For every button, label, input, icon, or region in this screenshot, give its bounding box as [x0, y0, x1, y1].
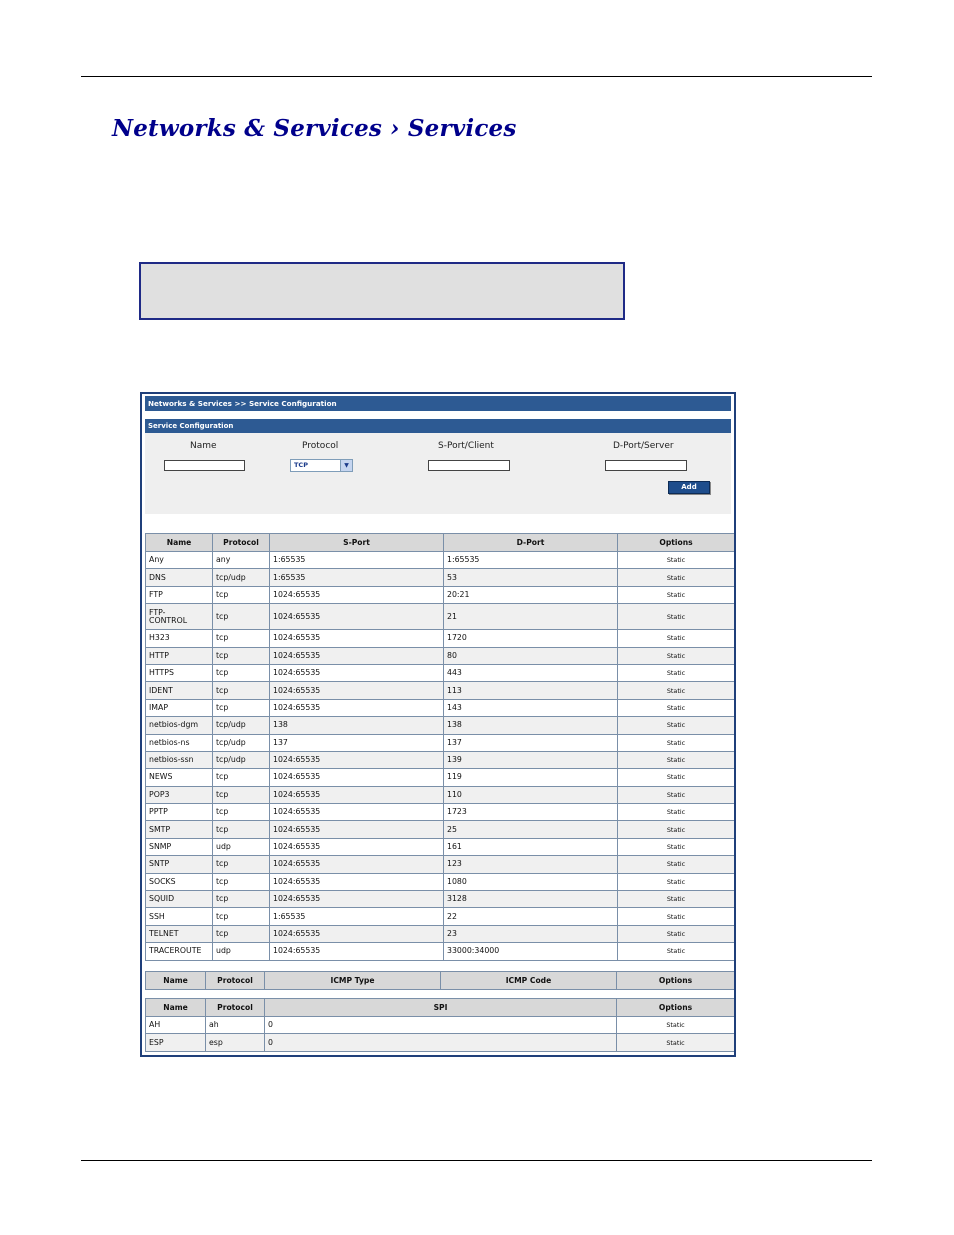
- table-cell: tcp/udp: [213, 751, 270, 768]
- ui-screenshot: [140, 392, 736, 1057]
- option-static-cell[interactable]: Static: [618, 717, 735, 734]
- option-static-cell[interactable]: Static: [618, 647, 735, 664]
- table-cell: 1024:65535: [270, 664, 444, 681]
- column-header-options: Options: [617, 999, 735, 1017]
- table-cell: 21: [444, 604, 618, 630]
- table-cell: 1024:65535: [270, 699, 444, 716]
- spi-table-header: [146, 999, 735, 1017]
- table-cell: tcp: [213, 804, 270, 821]
- table-cell: 443: [444, 664, 618, 681]
- table-cell: 1024:65535: [270, 856, 444, 873]
- table-cell: H323: [146, 630, 213, 647]
- table-cell: 1024:65535: [270, 943, 444, 960]
- table-cell: 1024:65535: [270, 838, 444, 855]
- table-cell: 1:65535: [444, 552, 618, 569]
- table-row: [146, 821, 735, 838]
- chevron-down-icon[interactable]: ▼: [340, 460, 352, 471]
- table-cell: SSH: [146, 908, 213, 925]
- option-static-cell[interactable]: Static: [618, 664, 735, 681]
- footer-rule: [81, 1160, 872, 1161]
- table-cell: ESP: [146, 1034, 206, 1051]
- table-row: [146, 552, 735, 569]
- table-cell: SQUID: [146, 891, 213, 908]
- table-cell: 1024:65535: [270, 786, 444, 803]
- table-cell: 137: [270, 734, 444, 751]
- column-header-spi: SPI: [265, 999, 617, 1017]
- table-cell: 3128: [444, 891, 618, 908]
- table-cell: 113: [444, 682, 618, 699]
- table-cell: 23: [444, 925, 618, 942]
- add-button[interactable]: Add: [668, 481, 710, 494]
- table-cell: 1024:65535: [270, 804, 444, 821]
- table-cell: SNTP: [146, 856, 213, 873]
- table-cell: tcp: [213, 786, 270, 803]
- table-cell: AH: [146, 1017, 206, 1034]
- table-cell: 1:65535: [270, 569, 444, 586]
- table-cell: 22: [444, 908, 618, 925]
- table-cell: 0: [265, 1034, 617, 1051]
- protocol-select[interactable]: [290, 459, 353, 472]
- table-row: [146, 717, 735, 734]
- column-header-icmp-code: ICMP Code: [441, 972, 617, 990]
- table-row: [146, 943, 735, 960]
- table-row: [146, 751, 735, 768]
- table-cell: tcp: [213, 908, 270, 925]
- dport-label: D-Port/Server: [613, 441, 674, 451]
- note-box: [139, 262, 625, 320]
- table-cell: 1024:65535: [270, 891, 444, 908]
- column-header-name: Name: [146, 534, 213, 552]
- table-cell: netbios-ssn: [146, 751, 213, 768]
- table-cell: 1024:65535: [270, 682, 444, 699]
- table-cell: udp: [213, 943, 270, 960]
- table-row: [146, 630, 735, 647]
- table-cell: SNMP: [146, 838, 213, 855]
- table-cell: 1:65535: [270, 908, 444, 925]
- option-static-cell[interactable]: Static: [618, 682, 735, 699]
- table-cell: tcp: [213, 586, 270, 603]
- table-cell: tcp: [213, 682, 270, 699]
- spi-table: [145, 998, 735, 1052]
- table-row: [146, 699, 735, 716]
- table-cell: 1720: [444, 630, 618, 647]
- table-cell: 137: [444, 734, 618, 751]
- table-cell: ah: [206, 1017, 265, 1034]
- table-row: [146, 664, 735, 681]
- table-row: [146, 604, 735, 630]
- table-cell: tcp: [213, 821, 270, 838]
- table-cell: 1024:65535: [270, 873, 444, 890]
- icmp-table: [145, 971, 735, 990]
- option-static-cell[interactable]: Static: [618, 604, 735, 630]
- option-static-cell[interactable]: Static: [618, 943, 735, 960]
- table-cell: 119: [444, 769, 618, 786]
- table-cell: 25: [444, 821, 618, 838]
- table-cell: 1024:65535: [270, 604, 444, 630]
- table-row: [146, 1017, 735, 1034]
- table-cell: tcp/udp: [213, 717, 270, 734]
- breadcrumb: Networks & Services >> Service Configuration: [145, 396, 731, 411]
- table-row: [146, 873, 735, 890]
- column-header-protocol: Protocol: [206, 972, 265, 990]
- table-cell: any: [213, 552, 270, 569]
- table-cell: NEWS: [146, 769, 213, 786]
- table-cell: 1024:65535: [270, 586, 444, 603]
- table-row: [146, 1034, 735, 1051]
- table-cell: 20:21: [444, 586, 618, 603]
- panel-title: Service Configuration: [145, 419, 731, 433]
- header-rule: [81, 76, 872, 77]
- table-cell: 110: [444, 786, 618, 803]
- option-static-cell[interactable]: Static: [618, 891, 735, 908]
- option-static-cell[interactable]: Static: [618, 769, 735, 786]
- column-header-options: Options: [618, 534, 735, 552]
- table-cell: 161: [444, 838, 618, 855]
- services-table: [145, 533, 735, 961]
- table-cell: 1024:65535: [270, 751, 444, 768]
- table-cell: 33000:34000: [444, 943, 618, 960]
- column-header-options: Options: [617, 972, 735, 990]
- table-cell: IDENT: [146, 682, 213, 699]
- column-header-name: Name: [146, 972, 206, 990]
- protocol-selected-value: TCP: [294, 461, 308, 469]
- option-static-cell[interactable]: Static: [617, 1017, 735, 1034]
- table-cell: tcp/udp: [213, 569, 270, 586]
- table-cell: 138: [444, 717, 618, 734]
- sport-label: S-Port/Client: [438, 441, 494, 451]
- option-static-cell[interactable]: Static: [618, 552, 735, 569]
- table-cell: SMTP: [146, 821, 213, 838]
- table-cell: 1024:65535: [270, 821, 444, 838]
- table-cell: 1024:65535: [270, 630, 444, 647]
- table-row: [146, 925, 735, 942]
- table-cell: netbios-dgm: [146, 717, 213, 734]
- table-row: [146, 786, 735, 803]
- table-cell: DNS: [146, 569, 213, 586]
- table-cell: 0: [265, 1017, 617, 1034]
- option-static-cell[interactable]: Static: [618, 838, 735, 855]
- table-cell: udp: [213, 838, 270, 855]
- column-header-icmp-type: ICMP Type: [265, 972, 441, 990]
- table-cell: FTP: [146, 586, 213, 603]
- option-static-cell[interactable]: Static: [618, 569, 735, 586]
- table-row: [146, 569, 735, 586]
- table-cell: tcp: [213, 604, 270, 630]
- table-cell: tcp: [213, 769, 270, 786]
- table-cell: Any: [146, 552, 213, 569]
- option-static-cell[interactable]: Static: [618, 908, 735, 925]
- name-input[interactable]: [164, 460, 245, 471]
- table-cell: tcp: [213, 925, 270, 942]
- column-header-name: Name: [146, 999, 206, 1017]
- table-row: [146, 647, 735, 664]
- column-header-d-port: D-Port: [444, 534, 618, 552]
- table-cell: TELNET: [146, 925, 213, 942]
- table-cell: 1080: [444, 873, 618, 890]
- table-cell: 53: [444, 569, 618, 586]
- table-cell: tcp: [213, 647, 270, 664]
- option-static-cell[interactable]: Static: [618, 586, 735, 603]
- option-static-cell[interactable]: Static: [618, 699, 735, 716]
- table-cell: 1723: [444, 804, 618, 821]
- dport-input[interactable]: [605, 460, 687, 471]
- page-title: Networks & Services › Services: [112, 115, 517, 142]
- table-cell: netbios-ns: [146, 734, 213, 751]
- table-cell: 1024:65535: [270, 769, 444, 786]
- table-cell: tcp: [213, 856, 270, 873]
- option-static-cell[interactable]: Static: [618, 751, 735, 768]
- table-cell: esp: [206, 1034, 265, 1051]
- table-cell: 143: [444, 699, 618, 716]
- table-cell: 1:65535: [270, 552, 444, 569]
- table-cell: PPTP: [146, 804, 213, 821]
- services-table-header: [146, 534, 735, 552]
- table-cell: 80: [444, 647, 618, 664]
- service-form-panel: [145, 419, 731, 514]
- name-label: Name: [190, 441, 217, 451]
- table-row: [146, 856, 735, 873]
- table-cell: FTP- CONTROL: [146, 604, 213, 630]
- option-static-cell[interactable]: Static: [618, 821, 735, 838]
- table-cell: 123: [444, 856, 618, 873]
- table-row: [146, 804, 735, 821]
- option-static-cell[interactable]: Static: [618, 786, 735, 803]
- table-cell: HTTP: [146, 647, 213, 664]
- table-cell: tcp: [213, 664, 270, 681]
- table-cell: tcp/udp: [213, 734, 270, 751]
- table-cell: TRACEROUTE: [146, 943, 213, 960]
- option-static-cell[interactable]: Static: [618, 873, 735, 890]
- table-cell: HTTPS: [146, 664, 213, 681]
- table-cell: tcp: [213, 630, 270, 647]
- table-cell: IMAP: [146, 699, 213, 716]
- table-row: [146, 682, 735, 699]
- table-cell: 139: [444, 751, 618, 768]
- column-header-protocol: Protocol: [213, 534, 270, 552]
- icmp-table-header: [146, 972, 735, 990]
- table-row: [146, 838, 735, 855]
- option-static-cell[interactable]: Static: [618, 804, 735, 821]
- table-cell: tcp: [213, 699, 270, 716]
- option-static-cell[interactable]: Static: [618, 630, 735, 647]
- column-header-s-port: S-Port: [270, 534, 444, 552]
- table-cell: tcp: [213, 891, 270, 908]
- table-row: [146, 734, 735, 751]
- column-header-protocol: Protocol: [206, 999, 265, 1017]
- table-row: [146, 769, 735, 786]
- table-cell: POP3: [146, 786, 213, 803]
- table-cell: SOCKS: [146, 873, 213, 890]
- option-static-cell[interactable]: Static: [618, 734, 735, 751]
- option-static-cell[interactable]: Static: [618, 925, 735, 942]
- table-row: [146, 586, 735, 603]
- table-cell: 1024:65535: [270, 925, 444, 942]
- table-cell: tcp: [213, 873, 270, 890]
- protocol-label: Protocol: [302, 441, 339, 451]
- table-row: [146, 908, 735, 925]
- option-static-cell[interactable]: Static: [618, 856, 735, 873]
- sport-input[interactable]: [428, 460, 510, 471]
- table-cell: 138: [270, 717, 444, 734]
- option-static-cell[interactable]: Static: [617, 1034, 735, 1051]
- table-cell: 1024:65535: [270, 647, 444, 664]
- table-row: [146, 891, 735, 908]
